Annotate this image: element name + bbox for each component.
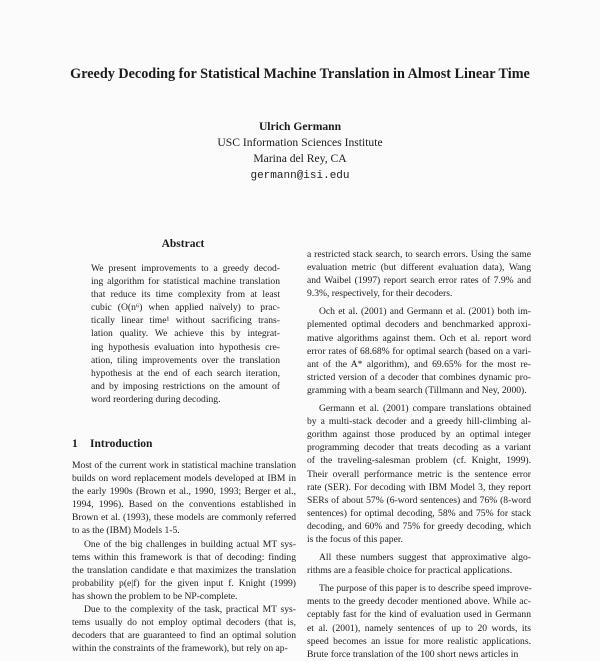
text-line: within the constraints of the framework), but rely on ap- [72,643,288,655]
text-line: a restricted stack search, to search errors. Using the same [307,249,531,260]
text-line: sentences) for optimal decoding, 58% and 75% for stack [307,507,531,519]
text-line: tically linear time¹ without sacrificing trans- [91,315,280,327]
section-title: Introduction [90,438,153,450]
text-line: ant of the A* algorithm), and 69.65% for the most re- [307,358,531,370]
text-line: Germann et al. (2001) compare translations obtained [319,403,531,415]
text-line: Brute force translation of the 100 short news articles in [307,648,519,660]
text-line: plemented optimal decoders and benchmarked approxi- [307,319,531,331]
text-line: All these numbers suggest that approximative algo- [319,552,531,564]
text-line: error rates of 68.68% for optimal search (based on a vari- [307,345,531,357]
paragraph [307,582,531,661]
text-line: hypothesis at the end of each search iteration, [91,367,280,379]
text-line: the early 1990s (Brown et al., 1990, 1993; Berger et al., [72,486,296,498]
right-column-text [307,248,531,661]
text-line: Their overall performance metric is the sentence error [307,468,531,480]
text-line: tems usually do not employ optimal decoders (that is, [72,617,296,629]
text-line: stricted version of a decoder that combines dynamic pro- [307,371,531,383]
text-line: gramming with a beam search (Tillmann and Ney, 2000). [307,384,527,396]
paper-title: Greedy Decoding for Statistical Machine Translation in Almost Linear Time [70,66,530,82]
text-line: ation, tiling improvements over the translation [91,354,280,366]
text-line: programming decoder that treats decoding as a variant [307,442,531,454]
text-line: decoders that are guaranteed to find an optimal solution [72,630,296,642]
paragraph [307,551,531,577]
text-line: We present improvements to a greedy decod- [91,263,280,274]
text-line: cubic (O(n⁶) when applied naïvely) to prac- [91,302,280,314]
paragraph [307,402,531,546]
text-line: by a multi-stack decoder and a greedy hill-climbing al- [307,416,531,428]
text-line: tems within this framework is that of decoding: finding [72,551,296,563]
text-line: ing algorithm for statistical machine translation [91,276,280,288]
text-line: decoding, and 60% and 75% for greedy decoding, which [307,520,531,532]
text-line: Most of the current work in statistical machine translation [72,460,296,471]
text-line: 9.3%, respectively, for their decoders. [307,288,453,300]
text-line: The purpose of this paper is to describe speed improve- [319,583,532,595]
paragraph [72,459,296,538]
text-line: Due to the complexity of the task, practical MT sys- [84,604,296,616]
abstract-body [91,262,280,406]
text-line: word reordering during decoding. [91,393,221,405]
text-line: of the traveling-salesman problem (cf. Knight, 1999). [307,455,531,467]
paragraph [72,603,296,655]
text-line: ments to the greedy decoder mentioned above. While ac- [307,596,531,608]
paragraph [307,305,531,397]
text-line: 1994, 1996). Based on the conventions established in [72,499,296,511]
text-line: gorithm against those produced by an optimal integer [307,429,531,441]
text-line: has shown the problem to be NP-complete. [72,590,238,602]
text-line: and Waibel (1997) report search error rates of 7.9% and [307,275,531,287]
text-line: evaluation metric (but different evaluation data), Wang [307,262,531,274]
section-number: 1 [72,438,78,450]
text-line: ing hypothesis evaluation into hypothesis cre- [91,341,280,353]
author-email: germann@isi.edu [250,170,350,182]
author-name: Ulrich Germann [258,120,342,133]
text-line: builds on word replacement models developed at IBM in [72,473,296,485]
paragraph [307,248,531,300]
text-line: probability p(e|f) for the given input f. Knight (1999) [72,577,296,589]
paragraph [72,538,296,603]
text-line: Och et al. (2001) and Germann et al. (2001) both im- [319,306,531,318]
text-line: et al. (2001), namely sentences of up to 20 words, its [307,622,531,634]
author-location: Marina del Rey, CA [253,152,347,165]
author-institution: USC Information Sciences Institute [217,136,383,149]
text-line: lation quality. We achieve this by integrat- [91,328,280,340]
abstract-heading: Abstract [161,238,205,250]
text-line: One of the big challenges in building actual MT sys- [84,538,296,550]
text-line: to as the (IBM) Models 1-5. [72,525,180,537]
section-heading [72,438,152,450]
text-line: rithms are a feasible choice for practical applications. [307,565,513,577]
text-line: rate (SER). For decoding with IBM Model 3, they report [307,481,531,493]
text-line: that reduce its time complexity from at least [91,289,280,301]
text-line: and by imposing restrictions on the amount of [91,380,280,392]
text-line: the translation candidate e that maximizes the translation [72,564,296,576]
text-line: is the focus of this paper. [307,533,403,545]
text-line: SERs of about 57% (6-word sentences) and 76% (8-word [307,494,531,506]
left-column-text [72,459,296,655]
text-line: Brown et al. (1993), these models are commonly referred [72,512,296,524]
text-line: mative algorithms against them. Och et al. report word [307,332,531,344]
text-line: speed becomes an issue for more realistic applications. [307,635,531,647]
text-line: ceptably fast for the kind of evaluation used in Germann [307,609,531,621]
